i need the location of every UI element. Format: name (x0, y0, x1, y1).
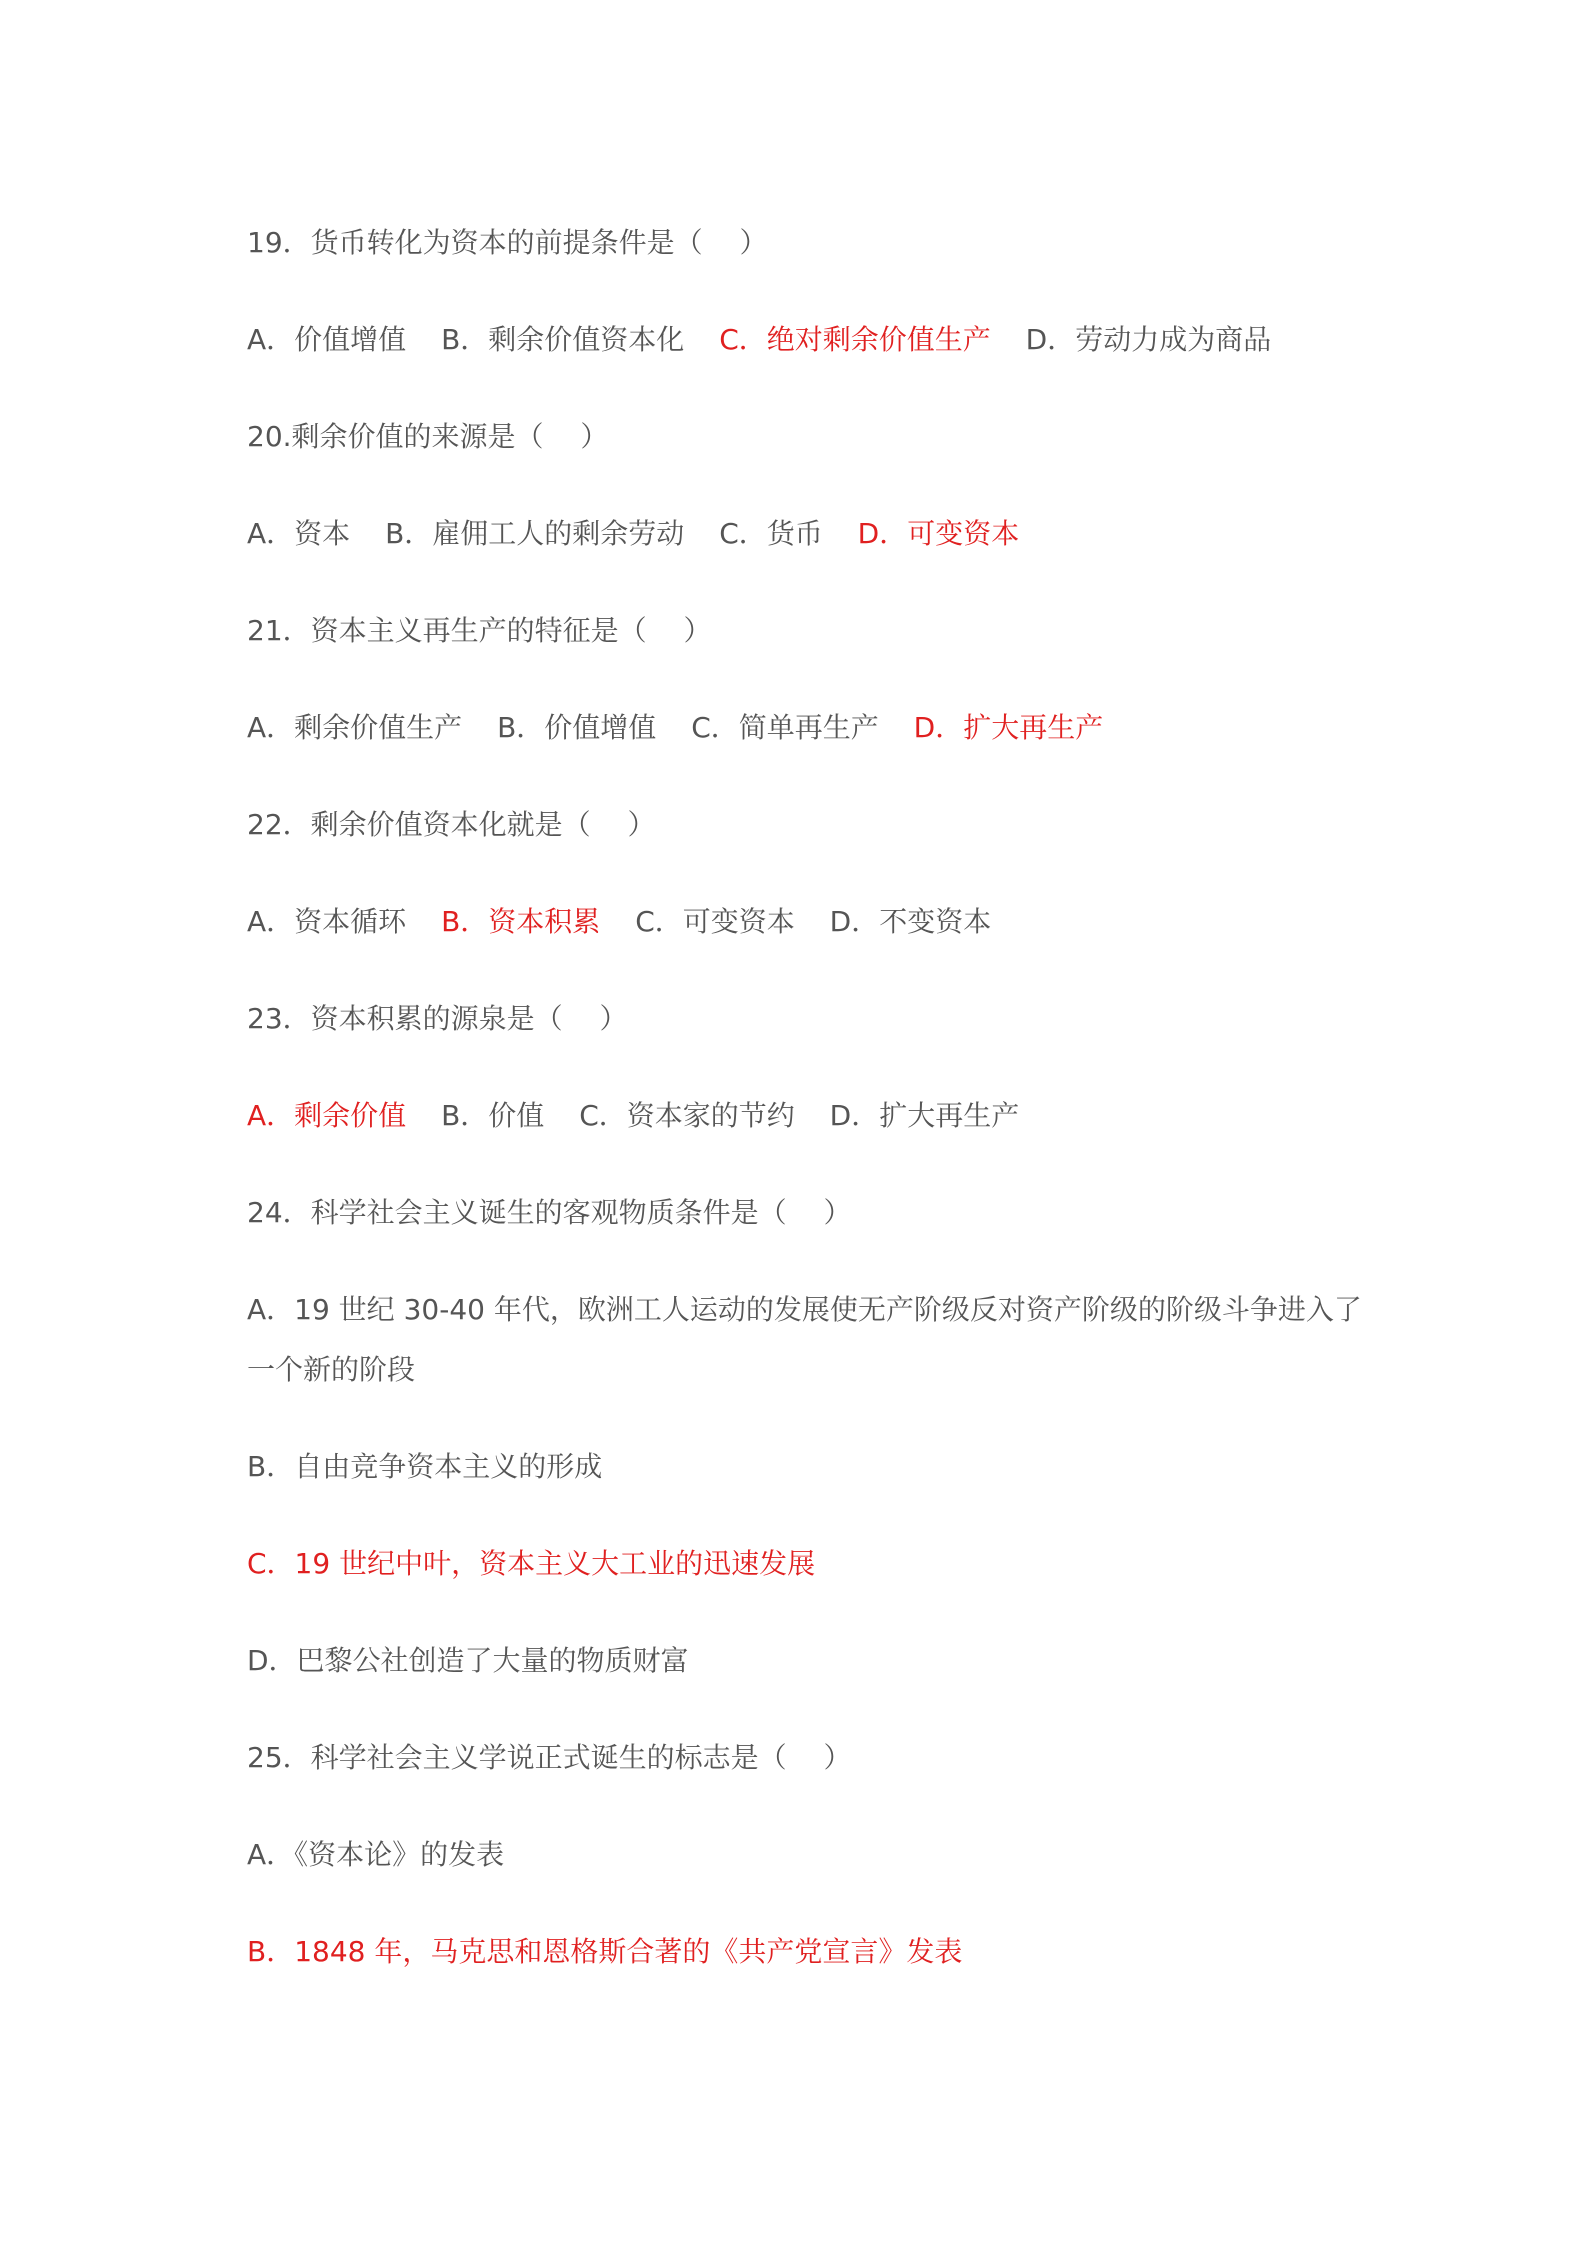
q24-option-d: D．巴黎公社创造了大量的物质财富 (247, 1644, 689, 1677)
question-21-stem: 21．资本主义再生产的特征是（ ） (247, 614, 712, 647)
question-19-options (247, 310, 1367, 370)
q22-option-b-answer: B．资本积累 (441, 905, 601, 938)
question-20-options (247, 504, 1367, 564)
q22-option-c: C．可变资本 (635, 905, 795, 938)
q23-option-b: B．价值 (441, 1099, 545, 1132)
question-22-options (247, 892, 1367, 952)
q25-option-a: A．《资本论》的发表 (247, 1838, 505, 1871)
q23-option-c: C．资本家的节约 (579, 1099, 795, 1132)
q20-option-c: C．货币 (719, 517, 823, 550)
q24-option-b: B．自由竞争资本主义的形成 (247, 1450, 603, 1483)
q23-option-d: D．扩大再生产 (829, 1099, 1020, 1132)
question-19-stem: 19．货币转化为资本的前提条件是（ ） (247, 226, 768, 259)
question-20-stem: 20.剩余价值的来源是（ ） (247, 420, 609, 453)
q22-option-a: A．资本循环 (247, 905, 407, 938)
q22-option-d: D．不变资本 (829, 905, 992, 938)
q24-option-c-answer: C．19 世纪中叶，资本主义大工业的迅速发展 (247, 1547, 816, 1580)
question-25-stem: 25．科学社会主义学说正式诞生的标志是（ ） (247, 1741, 852, 1774)
question-24-stem: 24．科学社会主义诞生的客观物质条件是（ ） (247, 1196, 852, 1229)
question-22-stem: 22．剩余价值资本化就是（ ） (247, 808, 656, 841)
q20-option-b: B．雇佣工人的剩余劳动 (385, 517, 685, 550)
document-page (247, 213, 1367, 2019)
q21-option-c: C．简单再生产 (691, 711, 879, 744)
q19-option-a: A．价值增值 (247, 323, 407, 356)
q23-option-a-answer: A．剩余价值 (247, 1099, 407, 1132)
q21-option-b: B．价值增值 (497, 711, 657, 744)
q25-option-b-answer: B．1848 年，马克思和恩格斯合著的《共产党宣言》发表 (247, 1935, 963, 1968)
q24-option-a (247, 1280, 1367, 1400)
q19-option-c-answer: C．绝对剩余价值生产 (719, 323, 991, 356)
q19-option-b: B．剩余价值资本化 (441, 323, 685, 356)
question-23-stem: 23．资本积累的源泉是（ ） (247, 1002, 628, 1035)
question-23-options (247, 1086, 1367, 1146)
q21-option-d-answer: D．扩大再生产 (913, 711, 1104, 744)
q20-option-d-answer: D．可变资本 (857, 517, 1020, 550)
question-21-options (247, 698, 1367, 758)
q24-option-a-line-2: 一个新的阶段 (247, 1353, 416, 1386)
q20-option-a: A．资本 (247, 517, 351, 550)
q21-option-a: A．剩余价值生产 (247, 711, 463, 744)
q19-option-d: D．劳动力成为商品 (1025, 323, 1272, 356)
q24-option-a-line-1: A．19 世纪 30-40 年代，欧洲工人运动的发展使无产阶级反对资产阶级的阶级斗争进入了 (247, 1293, 1362, 1326)
